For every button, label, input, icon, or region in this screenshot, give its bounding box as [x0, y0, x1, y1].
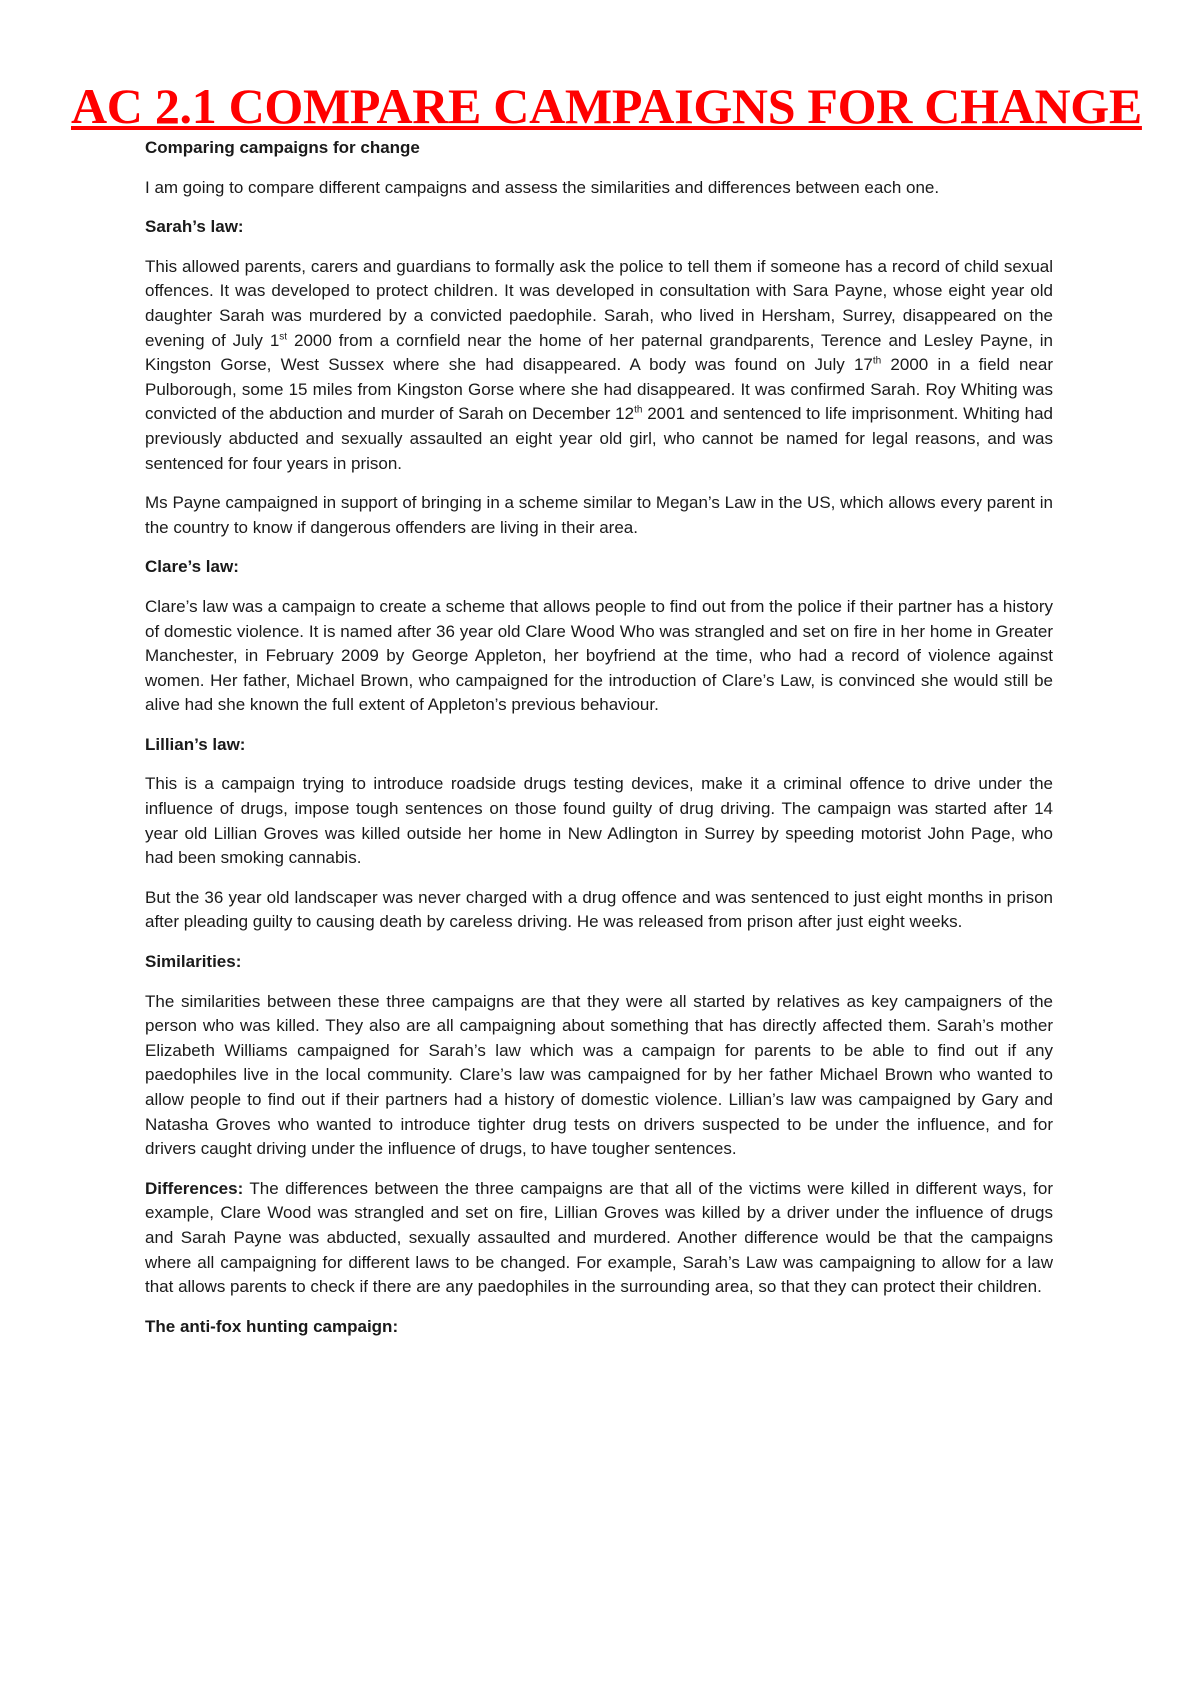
intro-paragraph: I am going to compare different campaigns and assess the similarities and differences between each one. [145, 177, 940, 197]
differences-paragraph [145, 1177, 1053, 1300]
section-heading-sarahs-law: Sarah’s law: [145, 217, 244, 237]
lillians-law-paragraph-1: This is a campaign trying to introduce roadside drugs testing devices, make it a criminal offence to drive under the influence of drugs, impose tough sentences on those found guilty of drug driving. The campaign was started after 14 year old Lillian Groves was killed outside her home in New Adlington in Surrey by speeding motorist John Page, who had been smoking cannabis. [145, 774, 1053, 868]
sarah-sup-3: th [634, 404, 643, 416]
section-heading-comparing: Comparing campaigns for change [145, 138, 420, 157]
sarahs-law-paragraph-2: Ms Payne campaigned in support of bringing in a scheme similar to Megan’s Law in the US, which allows every parent in the country to know if dangerous offenders are living in their area. [145, 493, 1053, 537]
section-heading-differences: Differences: [145, 1178, 244, 1198]
section-heading-lillians-law: Lillian’s law: [145, 734, 246, 754]
section-heading-clares-law: Clare’s law: [145, 557, 239, 577]
sarah-text-part-4: 2001 and sentenced to life imprisonment. Whiting had previously abducted and sexually assaulted an eight year old girl, who cannot be named for legal reasons, and was sentenced for four years in prison. [145, 404, 1054, 473]
section-heading-similarities: Similarities: [145, 952, 242, 972]
sarah-sup-1: st [279, 330, 288, 342]
sarah-sup-2: th [872, 355, 882, 367]
sarah-text-part-2: 2000 from a cornfield near the home of her paternal grandparents, Terence and Lesley Payne, in Kingston Gorse, West Sussex where she had disappeared. A body was found on July 17 [145, 330, 1053, 375]
sarah-text-part-3: 2000 in a field near Pulborough, some 15 miles from Kingston Gorse where she had disappeared. It was confirmed Sarah. Roy Whiting was convicted of the abduction and murder of Sarah on December 12 [145, 355, 1053, 424]
similarities-paragraph: The similarities between these three campaigns are that they were all started by relatives as key campaigners of the person who was killed. They also are all campaigning about something that has directly affected them. Sarah’s mother Elizabeth Williams campaigned for Sarah’s law which was a campaign for parents to be able to find out if any paedophiles live in the local community. Clare’s law was campaigned for by her father Michael Brown who wanted to allow people to find out if their partners had a history of domestic violence. Lillian’s law was campaigned by Gary and Natasha Groves who wanted to introduce tighter drug tests on drivers suspected to be under the influence, and for drivers caught driving under the influence of drugs, to have tougher sentences. [145, 991, 1053, 1159]
sarahs-law-paragraph-1 [145, 255, 1053, 476]
lillians-law-paragraph-2: But the 36 year old landscaper was never charged with a drug offence and was sentenced to just eight months in prison after pleading guilty to causing death by careless driving. He was released from prison after just eight weeks. [145, 887, 1053, 932]
section-heading-anti-fox-hunting: The anti-fox hunting campaign: [145, 1316, 399, 1336]
differences-text: The differences between the three campaigns are that all of the victims were killed in different ways, for example, Clare Wood was strangled and set on fire, Lillian Groves was killed by a driver under the influence of drugs and Sarah Payne was abducted, sexually assaulted and murdered. Another difference would be that the campaigns where all campaigning for different laws to be changed. For example, Sarah’s Law was campaigning to allow for a law that allows parents to check if there are any paedophiles in the surrounding area, so that they can protect their children. [145, 1178, 1053, 1297]
sarah-text-part-1: This allowed parents, carers and guardians to formally ask the police to tell them if someone has a record of child sexual offences. It was developed to protect children. It was developed in consultation with Sara Payne, whose eight year old daughter Sarah was murdered by a convicted paedophile. Sarah, who lived in Hersham, Surrey, disappeared on the evening of July 1 [145, 256, 1053, 350]
page-title: AC 2.1 COMPARE CAMPAIGNS FOR CHANGE [71, 78, 1142, 134]
document-body [145, 136, 1053, 1354]
clares-law-paragraph: Clare’s law was a campaign to create a scheme that allows people to find out from the police if their partner has a history of domestic violence. It is named after 36 year old Clare Wood Who was strangled and set on fire in her home in Greater Manchester, in February 2009 by George Appleton, her boyfriend at the time, who had a record of violence against women. Her father, Michael Brown, who campaigned for the introduction of Clare’s Law, is convinced she would still be alive had she known the full extent of Appleton’s previous behaviour. [145, 596, 1053, 715]
